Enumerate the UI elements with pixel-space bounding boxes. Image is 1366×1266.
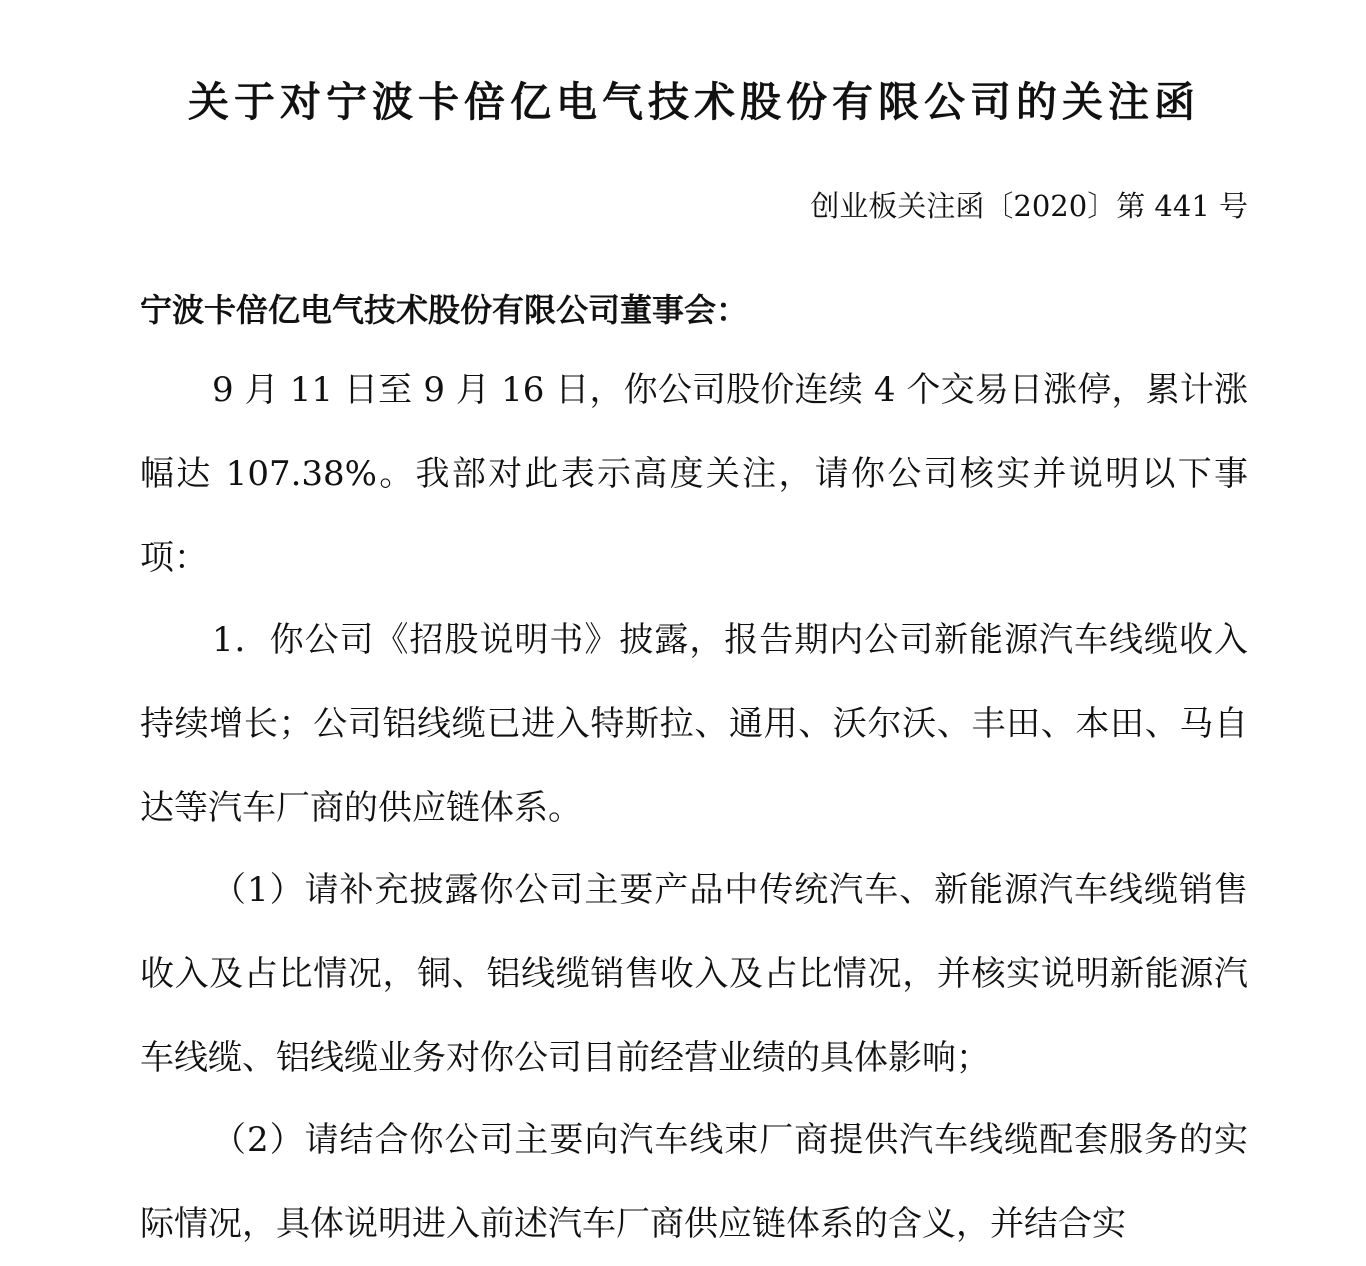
paragraph-intro: 9 月 11 日至 9 月 16 日，你公司股价连续 4 个交易日涨停，累计涨幅达 107.38%。我部对此表示高度关注，请你公司核实并说明以下事项： [140, 370, 1248, 578]
document-title: 关于对宁波卡倍亿电气技术股份有限公司的关注函 [188, 78, 1200, 126]
paragraph-item-1: 1．你公司《招股说明书》披露，报告期内公司新能源汽车线缆收入持续增长；公司铝线缆已进入特斯拉、通用、沃尔沃、丰田、本田、马自达等汽车厂商的供应链体系。 [140, 620, 1248, 828]
paragraph-item-1-sub-2: （2）请结合你公司主要向汽车线束厂商提供汽车线缆配套服务的实际情况，具体说明进入前述汽车厂商供应链体系的含义，并结合实 [140, 1120, 1248, 1244]
paragraph-item-1-sub-1: （1）请补充披露你公司主要产品中传统汽车、新能源汽车线缆销售收入及占比情况，铜、铝线缆销售收入及占比情况，并核实说明新能源汽车线缆、铝线缆业务对你公司目前经营业绩的具体影响； [140, 870, 1248, 1078]
addressee: 宁波卡倍亿电气技术股份有限公司董事会： [140, 291, 749, 329]
document-number: 创业板关注函〔2020〕第 441 号 [810, 189, 1248, 223]
